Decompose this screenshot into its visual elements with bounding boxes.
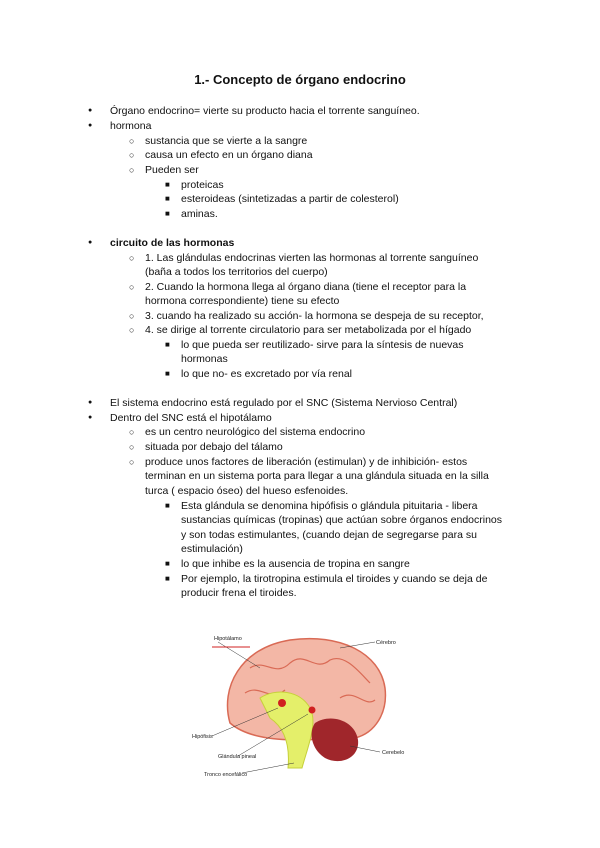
- list-item: ■ lo que pueda ser reutilizado- sirve para la síntesis de nuevas: [181, 338, 464, 353]
- list-item: ■ Esta glándula se denomina hipófisis o glándula pituitaria - libera: [181, 499, 478, 514]
- pineal-marker: [309, 707, 316, 714]
- list-item: ■ aminas.: [181, 207, 218, 222]
- label-hipofisis: Hipófisis: [192, 734, 213, 740]
- list-item: ○ sustancia que se vierte a la sangre: [145, 134, 307, 149]
- list-item: ■ lo que no- es excretado por vía renal: [181, 367, 352, 382]
- list-item-continuation: estimulación): [181, 543, 243, 555]
- list-item-continuation: sustancias químicas (tropinas) que actúan sobre órganos endocrinos: [181, 514, 503, 526]
- label-glandula-pineal: Glándula pineal: [218, 754, 257, 760]
- list-item-continuation: terminan en un sistema porta para llegar a una glándula situada en la silla: [145, 470, 489, 482]
- list-item: ● Dentro del SNC está el hipotálamo: [110, 411, 272, 426]
- label-cerebro: Cérebro: [376, 640, 396, 646]
- list-item: ○ 2. Cuando la hormona llega al órgano diana (tiene el receptor para la: [145, 280, 466, 295]
- label-cerebelo: Cerebelo: [382, 750, 405, 756]
- list-item: ○ causa un efecto en un órgano diana: [145, 148, 313, 163]
- list-item: ● Órgano endocrino= vierte su producto hacia el torrente sanguíneo.: [110, 104, 420, 119]
- list-item-continuation: hormonas: [181, 353, 228, 365]
- page-title: 1.- Concepto de órgano endocrino: [194, 72, 406, 87]
- hypothalamus-marker: [278, 699, 286, 707]
- list-item: ○ produce unos factores de liberación (estimulan) y de inhibición- estos: [145, 455, 467, 470]
- list-item: ● El sistema endocrino está regulado por el SNC (Sistema Nervioso Central): [110, 396, 457, 411]
- list-item: ○ 3. cuando ha realizado su acción- la hormona se despeja de su receptor,: [145, 309, 484, 324]
- list-item: ■ lo que inhibe es la ausencia de tropina en sangre: [181, 557, 410, 572]
- section-heading: ● circuito de las hormonas: [110, 236, 234, 251]
- list-item: ○ Pueden ser: [145, 163, 199, 178]
- list-item: ○ 4. se dirige al torrente circulatorio para ser metabolizada por el hígado: [145, 323, 471, 338]
- label-tronco: Tronco encefálico: [204, 772, 248, 778]
- list-item-continuation: producir frena el tiroides.: [181, 587, 297, 599]
- list-item-continuation: (baña a todos los territorios del cuerpo): [145, 266, 328, 278]
- list-item: ■ Por ejemplo, la tirotropina estimula el tiroides y cuando se deja de: [181, 572, 487, 587]
- list-item: ○ 1. Las glándulas endocrinas vierten las hormonas al torrente sanguíneo: [145, 251, 478, 266]
- list-item: ■ esteroideas (sintetizadas a partir de colesterol): [181, 192, 399, 207]
- list-item-continuation: y son todas estimulantes, (cuando dejan de segregarse para su: [181, 529, 477, 541]
- label-hipotalamo: Hipotálamo: [214, 636, 242, 642]
- list-item: ■ proteicas: [181, 178, 224, 193]
- brain-diagram: [190, 628, 410, 778]
- list-item: ○ situada por debajo del tálamo: [145, 440, 283, 455]
- list-item-continuation: hormona correspondiente) tiene su efecto: [145, 295, 340, 307]
- list-item: ○ es un centro neurológico del sistema endocrino: [145, 425, 365, 440]
- list-item-continuation: turca ( espacio óseo) del hueso esfenoides.: [145, 485, 349, 497]
- list-item: ● hormona: [110, 119, 151, 134]
